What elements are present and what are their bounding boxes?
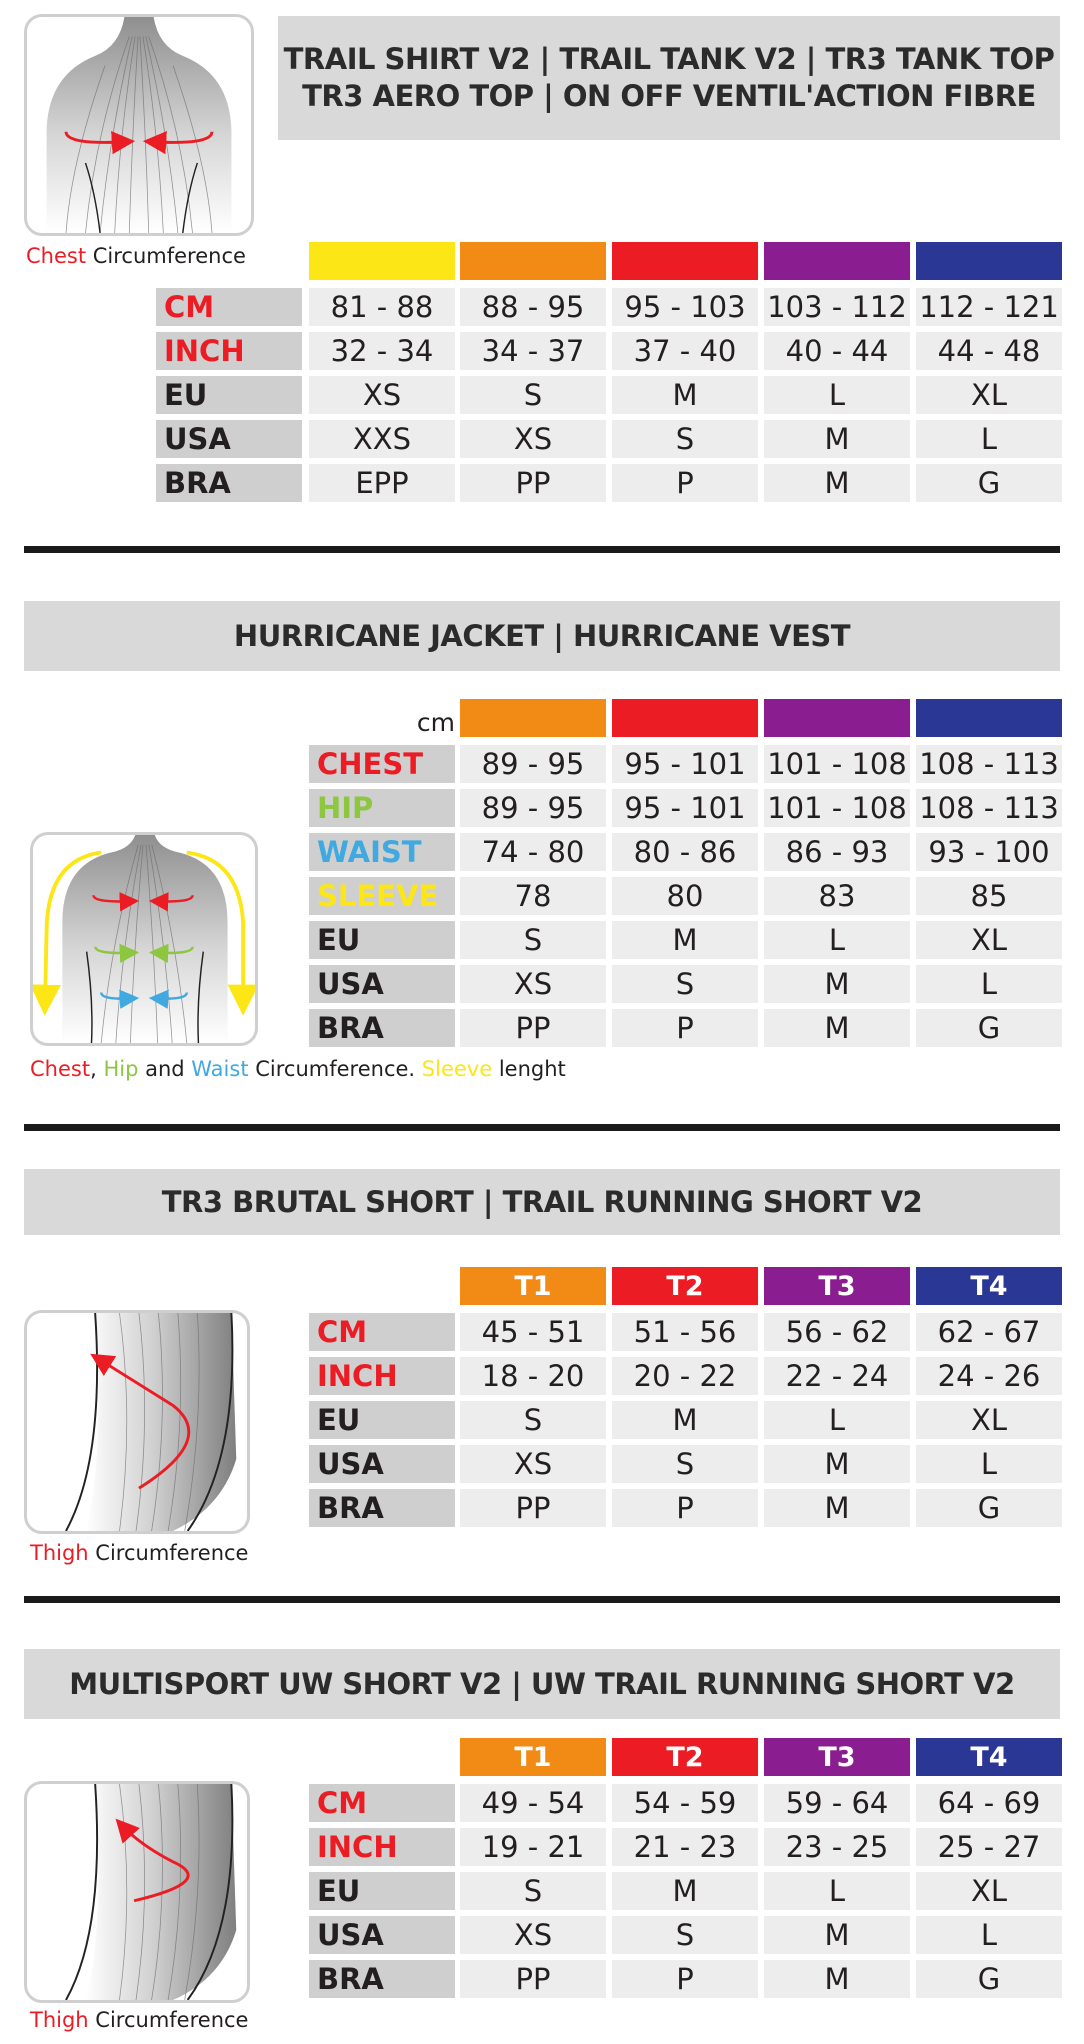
- table-cell: M: [612, 1401, 758, 1439]
- table-cell: 49 - 54: [460, 1784, 606, 1822]
- row-label-usa: USA: [156, 420, 302, 458]
- chest-measurement-illustration: [24, 14, 254, 236]
- table-cell: EPP: [309, 464, 455, 502]
- caption-hip: Hip: [103, 1057, 139, 1081]
- size-header-4: T4: [916, 1267, 1062, 1305]
- thigh-illustration-icon: [27, 1784, 247, 2000]
- table-cell: 78: [460, 877, 606, 915]
- table-cell: 101 - 108: [764, 745, 910, 783]
- size-header-2: T2: [612, 1267, 758, 1305]
- table-cell: 44 - 48: [916, 332, 1062, 370]
- size-header-4: T4: [916, 1738, 1062, 1776]
- table-cell: XL: [916, 1872, 1062, 1910]
- section-divider-3: [24, 1596, 1060, 1603]
- row-label-bra: BRA: [309, 1960, 455, 1998]
- table-cell: 101 - 108: [764, 789, 910, 827]
- table-cell: M: [764, 1916, 910, 1954]
- table-cell: M: [764, 1009, 910, 1047]
- table-cell: 83: [764, 877, 910, 915]
- row-label-eu: EU: [156, 376, 302, 414]
- table-cell: L: [916, 965, 1062, 1003]
- row-label-eu: EU: [309, 1401, 455, 1439]
- table-cell: 54 - 59: [612, 1784, 758, 1822]
- table-cell: M: [764, 420, 910, 458]
- table-cell: L: [764, 1872, 910, 1910]
- table-cell: 32 - 34: [309, 332, 455, 370]
- row-label-bra: BRA: [309, 1009, 455, 1047]
- thigh-measurement-illustration: [24, 1310, 250, 1534]
- table-cell: XS: [460, 1916, 606, 1954]
- caption-rest: Circumference: [88, 1541, 249, 1565]
- section4-title-box: [24, 1649, 1060, 1719]
- table-cell: 95 - 103: [612, 288, 758, 326]
- table-cell: L: [764, 376, 910, 414]
- size-header-3: [612, 242, 758, 280]
- table-cell: 21 - 23: [612, 1828, 758, 1866]
- caption-lenght: lenght: [492, 1057, 566, 1081]
- table-cell: M: [764, 1960, 910, 1998]
- section1-title-line1: TRAIL SHIRT V2 | TRAIL TANK V2 | TR3 TANK TOP: [283, 42, 1055, 76]
- table-cell: S: [612, 420, 758, 458]
- table-cell: 81 - 88: [309, 288, 455, 326]
- size-header-4: [764, 242, 910, 280]
- row-label-inch: INCH: [309, 1828, 455, 1866]
- section-divider-2: [24, 1124, 1060, 1131]
- table-cell: 85: [916, 877, 1062, 915]
- table-cell: 108 - 113: [916, 789, 1062, 827]
- caption-highlight-thigh: Thigh: [30, 1541, 89, 1565]
- table-cell: 64 - 69: [916, 1784, 1062, 1822]
- row-label-sleeve: SLEEVE: [309, 877, 455, 915]
- section3-caption: [30, 1541, 248, 1565]
- table-cell: L: [916, 420, 1062, 458]
- size-header-1: T1: [460, 1267, 606, 1305]
- jacket-measurement-illustration: [30, 832, 258, 1046]
- size-header-1: [309, 242, 455, 280]
- table-cell: M: [764, 1445, 910, 1483]
- row-label-cm: CM: [309, 1313, 455, 1351]
- table-cell: 37 - 40: [612, 332, 758, 370]
- caption-chest: Chest: [30, 1057, 91, 1081]
- table-cell: PP: [460, 1489, 606, 1527]
- table-cell: XS: [460, 1445, 606, 1483]
- section4-caption: [30, 2008, 248, 2032]
- table-cell: 24 - 26: [916, 1357, 1062, 1395]
- row-label-cm: CM: [309, 1784, 455, 1822]
- table-cell: 45 - 51: [460, 1313, 606, 1351]
- table-cell: L: [916, 1445, 1062, 1483]
- table-cell: XS: [460, 420, 606, 458]
- size-header-2: [612, 699, 758, 737]
- section1-title-line2: TR3 AERO TOP | ON OFF VENTIL'ACTION FIBRE: [302, 79, 1036, 113]
- table-cell: PP: [460, 464, 606, 502]
- table-cell: 86 - 93: [764, 833, 910, 871]
- size-header-3: [764, 699, 910, 737]
- table-cell: L: [764, 1401, 910, 1439]
- caption-and: and: [138, 1057, 192, 1081]
- table-cell: 89 - 95: [460, 745, 606, 783]
- row-label-inch: INCH: [309, 1357, 455, 1395]
- table-cell: 34 - 37: [460, 332, 606, 370]
- table-cell: M: [612, 376, 758, 414]
- table-cell: 103 - 112: [764, 288, 910, 326]
- section2-title: HURRICANE JACKET | HURRICANE VEST: [233, 618, 851, 653]
- size-header-1: [460, 699, 606, 737]
- size-header-2: T2: [612, 1738, 758, 1776]
- table-cell: S: [460, 1401, 606, 1439]
- table-cell: P: [612, 464, 758, 502]
- table-cell: XS: [309, 376, 455, 414]
- table-cell: 74 - 80: [460, 833, 606, 871]
- table-cell: M: [612, 921, 758, 959]
- table-cell: 25 - 27: [916, 1828, 1062, 1866]
- table-cell: 56 - 62: [764, 1313, 910, 1351]
- table-cell: 22 - 24: [764, 1357, 910, 1395]
- table-cell: 80: [612, 877, 758, 915]
- section1-title-box: [278, 16, 1060, 140]
- table-cell: P: [612, 1960, 758, 1998]
- table-cell: XL: [916, 376, 1062, 414]
- row-label-cm: CM: [156, 288, 302, 326]
- row-label-chest: CHEST: [309, 745, 455, 783]
- row-label-bra: BRA: [156, 464, 302, 502]
- row-label-eu: EU: [309, 921, 455, 959]
- table-cell: L: [764, 921, 910, 959]
- row-label-eu: EU: [309, 1872, 455, 1910]
- row-label-usa: USA: [309, 1916, 455, 1954]
- table-cell: 88 - 95: [460, 288, 606, 326]
- table-cell: XS: [460, 965, 606, 1003]
- table-cell: 80 - 86: [612, 833, 758, 871]
- size-header-5: [916, 242, 1062, 280]
- row-label-bra: BRA: [309, 1489, 455, 1527]
- section3-title: TR3 BRUTAL SHORT | TRAIL RUNNING SHORT V2: [161, 1184, 923, 1219]
- table-cell: P: [612, 1009, 758, 1047]
- table-cell: S: [460, 1872, 606, 1910]
- table-cell: PP: [460, 1960, 606, 1998]
- table-cell: G: [916, 464, 1062, 502]
- thigh-measurement-illustration-2: [24, 1781, 250, 2003]
- caption-rest: Circumference: [88, 2008, 249, 2032]
- table-cell: 62 - 67: [916, 1313, 1062, 1351]
- table-cell: 23 - 25: [764, 1828, 910, 1866]
- table-cell: S: [612, 1916, 758, 1954]
- table-cell: PP: [460, 1009, 606, 1047]
- row-label-waist: WAIST: [309, 833, 455, 871]
- section-divider-1: [24, 546, 1060, 553]
- table-cell: XXS: [309, 420, 455, 458]
- table-cell: M: [764, 965, 910, 1003]
- row-label-usa: USA: [309, 1445, 455, 1483]
- table-cell: 95 - 101: [612, 745, 758, 783]
- table-cell: 19 - 21: [460, 1828, 606, 1866]
- table-cell: M: [764, 464, 910, 502]
- thigh-illustration-icon: [27, 1313, 247, 1531]
- caption-sleeve: Sleeve: [421, 1057, 493, 1081]
- caption-highlight-chest: Chest: [26, 244, 87, 268]
- caption-sep: ,: [90, 1057, 104, 1081]
- chest-illustration-icon: [27, 17, 251, 233]
- table-cell: 93 - 100: [916, 833, 1062, 871]
- size-header-3: T3: [764, 1738, 910, 1776]
- section2-caption: [30, 1057, 566, 1081]
- table-cell: 40 - 44: [764, 332, 910, 370]
- section2-title-box: [24, 601, 1060, 671]
- row-label-usa: USA: [309, 965, 455, 1003]
- row-label-hip: HIP: [309, 789, 455, 827]
- size-header-1: T1: [460, 1738, 606, 1776]
- table-cell: 51 - 56: [612, 1313, 758, 1351]
- table-cell: M: [612, 1872, 758, 1910]
- table-cell: M: [764, 1489, 910, 1527]
- table-cell: 112 - 121: [916, 288, 1062, 326]
- table-cell: S: [612, 1445, 758, 1483]
- table-cell: G: [916, 1489, 1062, 1527]
- table-cell: XL: [916, 1401, 1062, 1439]
- jacket-illustration-icon: [33, 835, 255, 1043]
- table-cell: P: [612, 1489, 758, 1527]
- section3-title-box: [24, 1169, 1060, 1235]
- section4-title: MULTISPORT UW SHORT V2 | UW TRAIL RUNNING SHORT V2: [69, 1666, 1015, 1701]
- table-cell: G: [916, 1009, 1062, 1047]
- table-cell: 18 - 20: [460, 1357, 606, 1395]
- table-cell: 59 - 64: [764, 1784, 910, 1822]
- section2-unit-label: cm: [416, 708, 455, 737]
- table-cell: 108 - 113: [916, 745, 1062, 783]
- size-header-2: [460, 242, 606, 280]
- caption-waist: Waist: [191, 1057, 249, 1081]
- table-cell: 89 - 95: [460, 789, 606, 827]
- table-cell: S: [460, 376, 606, 414]
- table-cell: S: [460, 921, 606, 959]
- size-header-3: T3: [764, 1267, 910, 1305]
- table-cell: L: [916, 1916, 1062, 1954]
- row-label-inch: INCH: [156, 332, 302, 370]
- table-cell: S: [612, 965, 758, 1003]
- table-cell: 95 - 101: [612, 789, 758, 827]
- caption-highlight-thigh: Thigh: [30, 2008, 89, 2032]
- table-cell: G: [916, 1960, 1062, 1998]
- table-cell: XL: [916, 921, 1062, 959]
- section1-caption: [26, 244, 246, 268]
- caption-circ: Circumference.: [248, 1057, 422, 1081]
- caption-rest: Circumference: [86, 244, 246, 268]
- table-cell: 20 - 22: [612, 1357, 758, 1395]
- size-header-4: [916, 699, 1062, 737]
